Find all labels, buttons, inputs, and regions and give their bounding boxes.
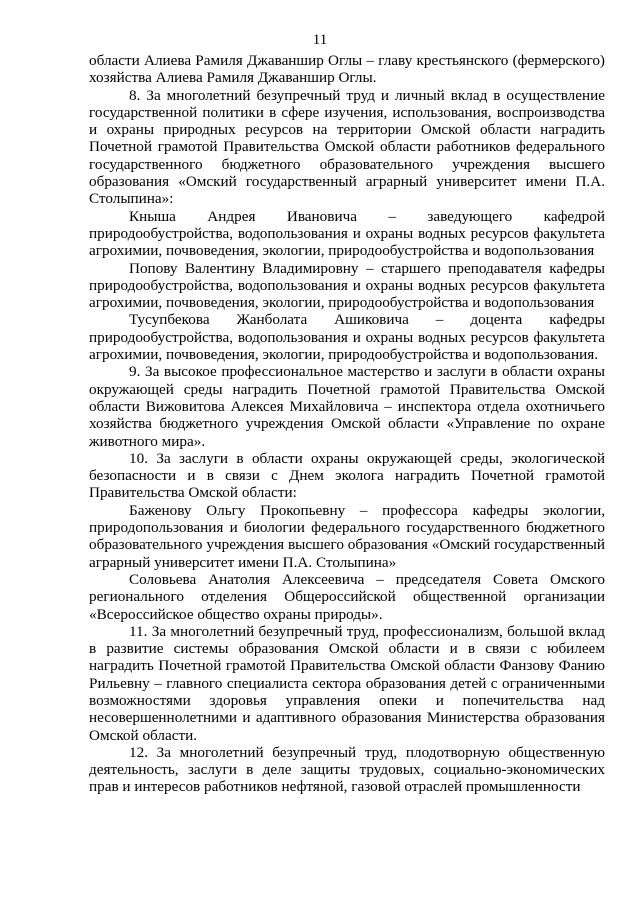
paragraph-item-10: 10. За заслуги в области охраны окружающей среды, экологической безопасности и в связи с Днем эколога наградить Почетной грамотой Правительства Омской области: (89, 449, 605, 502)
paragraph-awardee-knysh: Кныша Андрея Ивановича – заведующего кафедрой природообустройства, водопользования и охраны водных ресурсов факультета агрохимии, почвоведения, экологии, природообустройства и водопользования (89, 207, 605, 260)
paragraph-item-9: 9. За высокое профессиональное мастерство и заслуги в области охраны окружающей среды наградить Почетной грамотой Правительства Омской области Вижовитова Алексея Михайловича – инспектора отдела охотничьего хозяйства бюджетного учреждения Омской области «Управление по охране животного мира». (89, 363, 605, 450)
paragraph-awardee-solovyev: Соловьева Анатолия Алексеевича – председателя Совета Омского регионального отделения Общероссийской общественной организации «Всероссийское общество охраны природы». (89, 570, 605, 623)
document-body (89, 52, 605, 796)
paragraph-awardee-bazhenova: Баженову Ольгу Прокопьевну – профессора кафедры экологии, природопользования и биологии федерального государственного бюджетного образовательного учреждения высшего образования «Омский государственный аграрный университет имени П.А. Столыпина» (89, 501, 605, 571)
page-number: 11 (312, 32, 328, 48)
paragraph-item-12: 12. За многолетний безупречный труд, плодотворную общественную деятельность, заслуги в деле защиты трудовых, социально-экономических прав и интересов работников нефтяной, газовой отраслей промышленности (89, 743, 605, 796)
paragraph-item-11: 11. За многолетний безупречный труд, профессионализм, большой вклад в развитие системы образования Омской области и в связи с юбилеем наградить Почетной грамотой Правительства Омской области Фанзову Фанию Рильевну – главного специалиста сектора образования детей с ограниченными возможностями здоровья управления опеки и попечительства над несовершеннолетними и адаптивного образования Министерства образования Омской области. (89, 622, 605, 744)
paragraph-continuation: области Алиева Рамиля Джаваншир Оглы – главу крестьянского (фермерского) хозяйства Алиева Рамиля Джаваншир Оглы. (89, 52, 605, 87)
paragraph-item-8: 8. За многолетний безупречный труд и личный вклад в осуществление государственной политики в сфере изучения, использования, воспроизводства и охраны природных ресурсов на территории Омской области наградить Почетной грамотой Правительства Омской области работников федерального государственного бюджетного образовательного учреждения высшего образования «Омский государственный аграрный университет имени П.А. Столыпина»: (89, 86, 605, 208)
paragraph-awardee-popova: Попову Валентину Владимировну – старшего преподавателя кафедры природообустройства, водопользования и охраны водных ресурсов факультета агрохимии, почвоведения, экологии, природообустройства и водопользования (89, 259, 605, 312)
paragraph-awardee-tusupbekov: Тусупбекова Жанболата Ашиковича – доцента кафедры природообустройства, водопользования и охраны водных ресурсов факультета агрохимии, почвоведения, экологии, природообустройства и водопользования. (89, 311, 605, 364)
